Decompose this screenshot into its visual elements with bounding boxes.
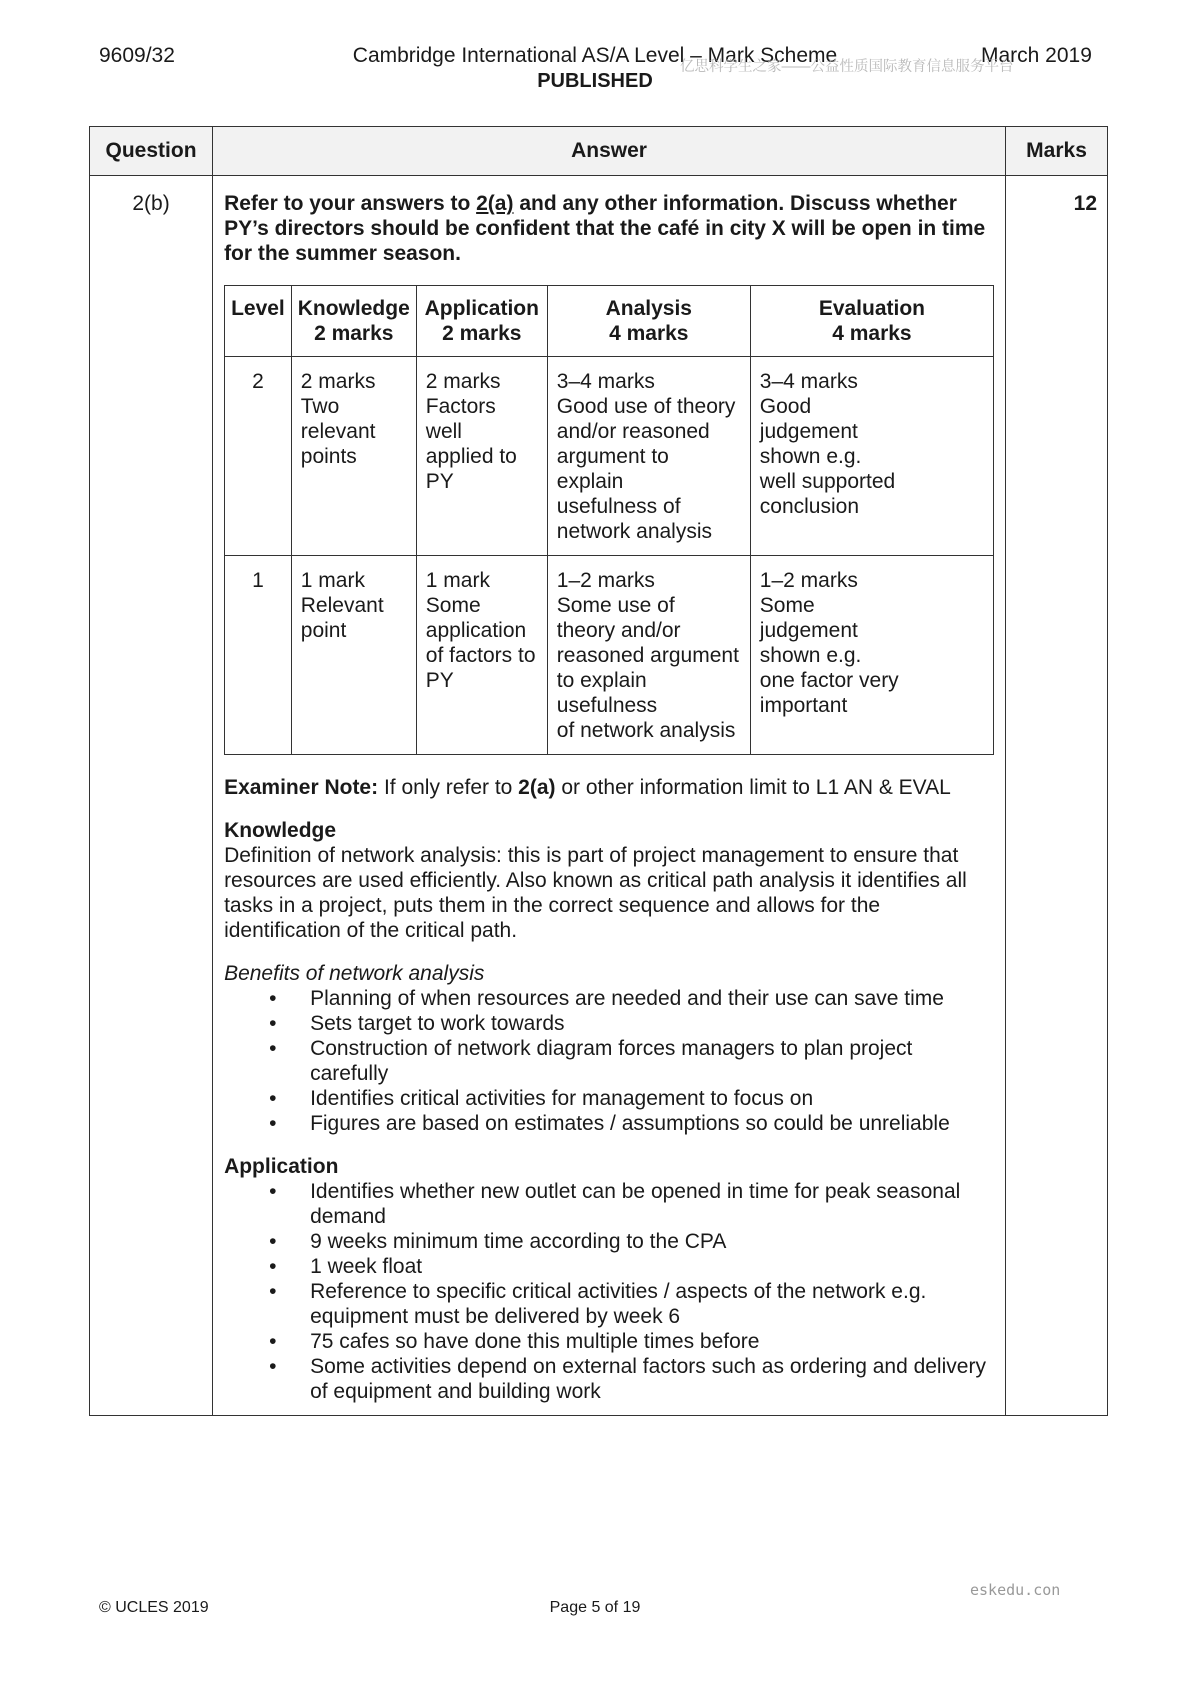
level-evaluation: 3–4 marks Good judgement shown e.g. well supported conclusion (750, 357, 993, 556)
list-item: • Construction of network diagram forces managers to plan project carefully (269, 1037, 913, 1085)
levels-col-analysis: Analysis 4 marks (547, 286, 750, 357)
prompt-post: and any other information. Discuss whether PY’s directors should be confident that the café in city X will be open in time for the summer season. (224, 192, 986, 265)
bullet-icon: • (269, 1087, 277, 1110)
levels-col-application: Application 2 marks (416, 286, 547, 357)
level-number: 2 (225, 357, 292, 556)
marks-value: 12 (1006, 176, 1108, 1416)
level-analysis: 3–4 marks Good use of theory and/or reasoned argument to explain usefulness of network analysis (547, 357, 750, 556)
levels-table (224, 285, 994, 755)
level-application: 2 marks Factors well applied to PY (416, 357, 547, 556)
bullet-icon: • (269, 1255, 277, 1278)
knowledge-heading: Knowledge (224, 819, 337, 842)
answer-cell (213, 176, 1006, 1416)
level-knowledge: 2 marks Two relevant points (291, 357, 416, 556)
list-item: • Planning of when resources are needed and their use can save time (269, 987, 944, 1010)
level-knowledge: 1 mark Relevant point (291, 556, 416, 755)
footer-copyright: © UCLES 2019 (99, 1599, 209, 1616)
header-title: Cambridge International AS/A Level – Mark Scheme (352, 44, 838, 67)
header-code: 9609/32 (99, 44, 175, 67)
mark-scheme-table (89, 126, 1108, 1416)
list-item: • Identifies whether new outlet can be opened in time for peak seasonal demand (269, 1180, 961, 1228)
level-2-row (225, 357, 994, 556)
levels-header-row (225, 286, 994, 357)
header-date: March 2019 (981, 44, 1092, 67)
bullet-icon: • (269, 987, 277, 1010)
levels-col-level: Level (225, 286, 292, 357)
header-status: PUBLISHED (537, 70, 653, 92)
list-item: • Identifies critical activities for management to focus on (269, 1087, 814, 1110)
examiner-note: Examiner Note: If only refer to 2(a) or other information limit to L1 AN & EVAL (224, 776, 951, 799)
mark-scheme-header-row (90, 127, 1108, 176)
list-item: • 1 week float (269, 1255, 423, 1278)
benefits-heading: Benefits of network analysis (224, 962, 485, 985)
prompt-ref: 2(a) (476, 192, 514, 215)
col-answer-header: Answer (213, 127, 1006, 176)
application-heading: Application (224, 1155, 339, 1178)
list-item: • Figures are based on estimates / assumptions so could be unreliable (269, 1112, 950, 1135)
level-evaluation: 1–2 marks Some judgement shown e.g. one factor very important (750, 556, 993, 755)
bullet-icon: • (269, 1012, 277, 1035)
footer-watermark: eskedu.con (970, 1581, 1061, 1599)
list-item: • 9 weeks minimum time according to the CPA (269, 1230, 727, 1253)
list-item: • Some activities depend on external factors such as ordering and delivery of equipment and building work (269, 1355, 986, 1403)
col-marks-header: Marks (1006, 127, 1108, 176)
level-application: 1 mark Some application of factors to PY (416, 556, 547, 755)
bullet-icon: • (269, 1180, 277, 1203)
list-item: • 75 cafes so have done this multiple times before (269, 1330, 760, 1353)
header-watermark: 亿思科学生之家——公益性质国际教育信息服务平台 (680, 59, 1014, 75)
bullet-icon: • (269, 1112, 277, 1135)
levels-col-evaluation: Evaluation 4 marks (750, 286, 993, 357)
level-1-row (225, 556, 994, 755)
examiner-note-ref: 2(a) (518, 776, 556, 799)
examiner-note-label: Examiner Note: (224, 776, 379, 799)
bullet-icon: • (269, 1355, 277, 1378)
footer-page-number: Page 5 of 19 (549, 1599, 641, 1616)
knowledge-text: Definition of network analysis: this is part of project management to ensure that resources are used efficiently. Also known as critical path analysis it identifies all tasks in a project, puts them in the correct sequence and allows for the identification of the critical path. (224, 844, 967, 942)
level-number: 1 (225, 556, 292, 755)
bullet-icon: • (269, 1230, 277, 1253)
level-analysis: 1–2 marks Some use of theory and/or reasoned argument to explain usefulness of network analysis (547, 556, 750, 755)
bullet-icon: • (269, 1280, 277, 1303)
prompt-pre: Refer to your answers to (224, 192, 477, 215)
benefits-list (224, 986, 994, 1136)
levels-col-knowledge: Knowledge 2 marks (291, 286, 416, 357)
bullet-icon: • (269, 1037, 277, 1060)
col-question-header: Question (90, 127, 213, 176)
question-row (90, 176, 1108, 1416)
list-item: • Reference to specific critical activities / aspects of the network e.g. equipment must be delivered by week 6 (269, 1280, 927, 1328)
question-prompt (224, 191, 994, 266)
question-number: 2(b) (90, 176, 213, 1416)
bullet-icon: • (269, 1330, 277, 1353)
list-item: • Sets target to work towards (269, 1012, 565, 1035)
application-list (224, 1179, 994, 1404)
